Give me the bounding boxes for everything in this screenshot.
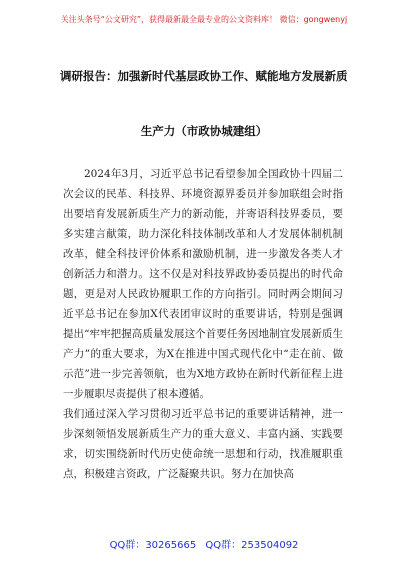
document-body [63,164,343,484]
footer-qq1-value: 30265665 [145,540,197,551]
footer-qq2-label: QQ群： [205,540,242,551]
footer-contact [0,536,408,551]
footer-qq1-label: QQ群： [109,540,146,551]
body-paragraph-2: 我们通过深入学习贯彻习近平总书记的重要讲话精神，进一步深刻领悟发展新质生产力的重大意义、丰富内涵、实践要求，切实围绕新时代历史使命统一思想和行动，找准履职重点，积极建言资政，广泛凝聚共识。努力在加快高 [63,408,343,480]
footer-qq2 [205,540,298,551]
document-title-line-1: 调研报告：加强新时代基层政协工作、赋能地方发展新质 [60,69,348,83]
header-banner: 关注头条号“公文研究”，获得最新最全最专业的公文资料库！ 微信：gongwenyj [60,15,348,24]
footer-qq1 [110,540,197,551]
document-title-line-2: 生产力（市政协城建组） [140,124,268,138]
footer-qq2-value: 253504092 [241,540,299,551]
body-paragraph-1: 2024年3月，习近平总书记看望参加全国政协十四届二次会议的民革、科技界、环境资源界委员并参加联组会时指出要培育发展新质生产力的新动能，并寄语科技界委员，要多实建言献策，助力深化科技体制改革和人才发展体制机制改革，健全科技评价体系和激励机制，进一步激发各类人才创新活力和潜力。这不仅是对科技界政协委员提出的时代命题，更是对人民政协履职工作的方向指引。同时两会期间习近平总书记在参加X代表团审议时的重要讲话，特别是强调提出“牢牢把握高质量发展这个首要任务因地制宜发展新质生产力”的重大要求，为X在推进中国式现代化中“走在前、做示范”进一步完善领航，也为X地方政协在新时代新征程上进一步履职尽责提供了根本遵循。 [63,168,343,400]
